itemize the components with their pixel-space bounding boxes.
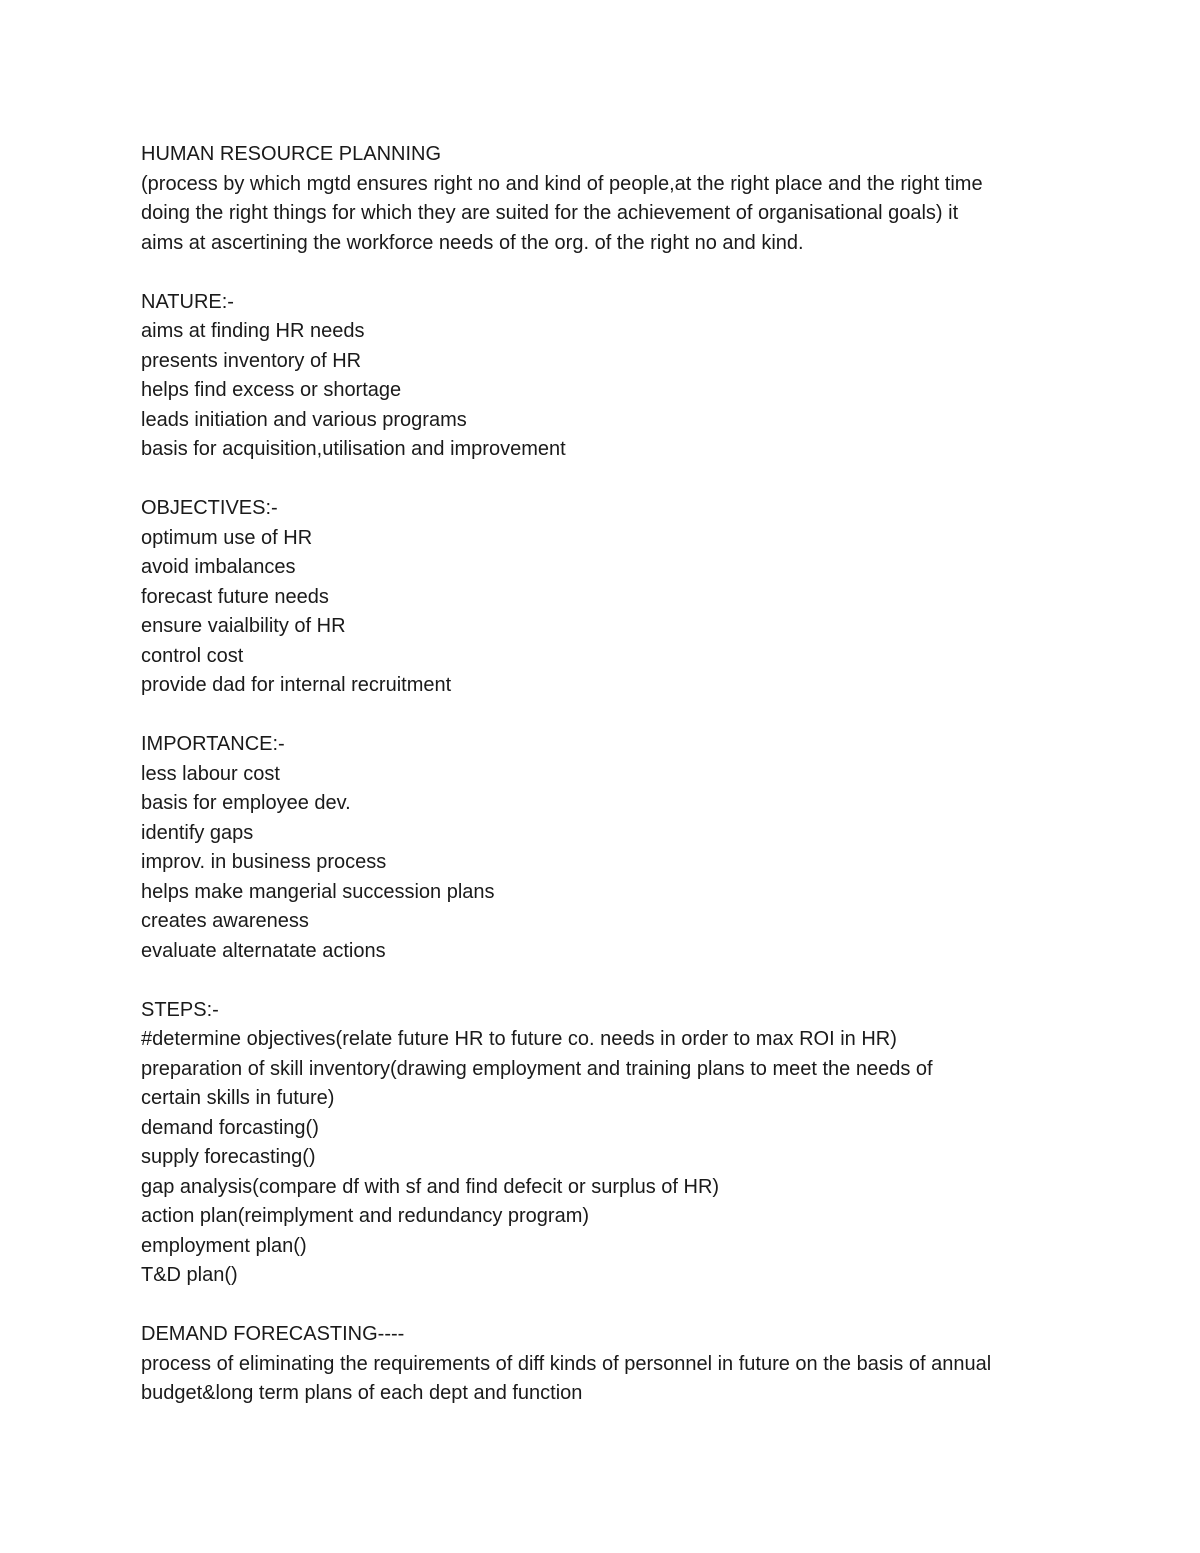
demand-forecasting-heading: DEMAND FORECASTING----: [141, 1323, 405, 1345]
steps-item: employment plan(): [141, 1234, 307, 1257]
steps-heading: STEPS:-: [141, 998, 219, 1021]
importance-item: identify gaps: [141, 821, 254, 844]
nature-heading: NATURE:-: [141, 290, 234, 313]
demand-forecasting-line: process of eliminating the requirements of diff kinds of personnel in future on the basis of annual: [141, 1352, 992, 1375]
steps-item: preparation of skill inventory(drawing employment and training plans to meet the needs of: [141, 1057, 933, 1080]
steps-item: #determine objectives(relate future HR to future co. needs in order to max ROI in HR): [141, 1028, 897, 1050]
importance-heading: IMPORTANCE:-: [141, 733, 285, 755]
importance-item: less labour cost: [141, 762, 280, 785]
steps-item: demand forcasting(): [141, 1116, 319, 1139]
steps-item: action plan(reimplyment and redundancy program): [141, 1205, 590, 1227]
objectives-item: provide dad for internal recruitment: [141, 674, 452, 696]
paragraph-gap: [141, 258, 1081, 288]
paragraph-gap: [141, 701, 1081, 731]
steps-item: T&D plan(): [141, 1264, 238, 1286]
objectives-item: avoid imbalances: [141, 556, 296, 578]
nature-item: helps find excess or shortage: [141, 379, 402, 401]
paragraph-gap: [141, 465, 1081, 495]
demand-forecasting-line: budget&long term plans of each dept and function: [141, 1382, 583, 1404]
nature-item: aims at finding HR needs: [141, 320, 365, 342]
steps-item: supply forecasting(): [141, 1146, 316, 1168]
intro-line: aims at ascertining the workforce needs of the org. of the right no and kind.: [141, 231, 804, 254]
importance-item: improv. in business process: [141, 851, 387, 873]
nature-item: leads initiation and various programs: [141, 408, 467, 431]
objectives-item: optimum use of HR: [141, 526, 313, 549]
nature-item: presents inventory of HR: [141, 349, 362, 372]
steps-item: certain skills in future): [141, 1087, 335, 1109]
paragraph-gap: [141, 1291, 1081, 1321]
steps-item: gap analysis(compare df with sf and find defecit or surplus of HR): [141, 1175, 720, 1198]
importance-item: evaluate alternatate actions: [141, 939, 386, 962]
intro-line: (process by which mgtd ensures right no and kind of people,at the right place and the right time: [141, 172, 983, 195]
objectives-item: ensure vaialbility of HR: [141, 615, 346, 637]
paragraph-gap: [141, 966, 1081, 996]
intro-line: doing the right things for which they are suited for the achievement of organisational goals) it: [141, 202, 959, 224]
objectives-item: control cost: [141, 644, 244, 667]
document-title: HUMAN RESOURCE PLANNING: [141, 143, 442, 165]
objectives-item: forecast future needs: [141, 585, 329, 608]
document-page: [141, 140, 1081, 1409]
importance-item: creates awareness: [141, 910, 309, 932]
importance-item: helps make mangerial succession plans: [141, 880, 495, 903]
objectives-heading: OBJECTIVES:-: [141, 497, 278, 519]
nature-item: basis for acquisition,utilisation and improvement: [141, 438, 566, 460]
importance-item: basis for employee dev.: [141, 792, 351, 814]
